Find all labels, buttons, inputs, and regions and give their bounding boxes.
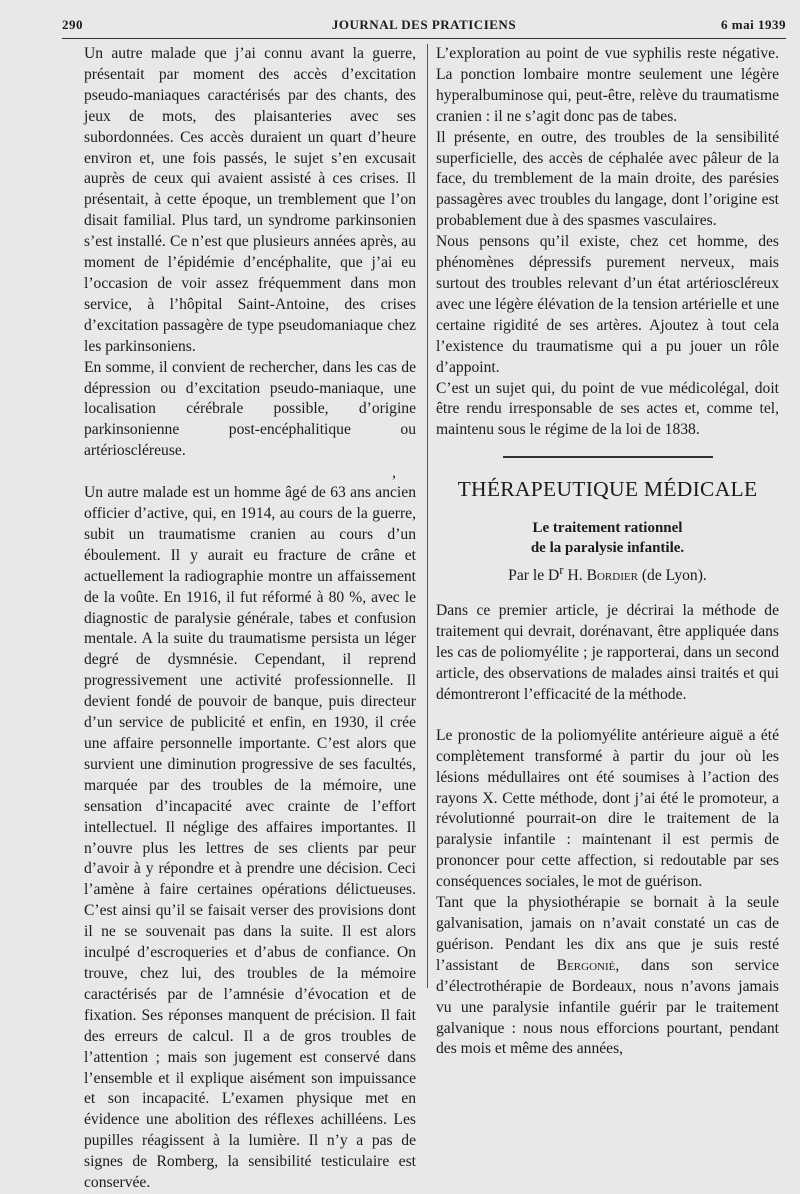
article-title-line-2: de la paralysie infantile.	[530, 540, 685, 557]
issue-date: 6 mai 1939	[721, 17, 786, 32]
paragraph: Un autre malade est un homme âgé de 63 ans ancien officier d’active, qui, en 1914, au cours de la guerre, subit un traumatisme cranien au cours d’un éboulement. Il y aurait eu fracture de crâne et actuellement la radiographie montre un affaissement de la voûte. En 1916, il fut réformé à 80 %, avec le diagnostic de paralysie générale, tabes et confusion mentale. A la suite du traumatisme persista un léger degré de dysmnésie. Cependant, il reprend progressivement une activité professionnelle. Il devient fondé de pouvoir de banque, puis directeur d’un service de publicité et enfin, en 1930, il crée une affaire personnelle importante. C’est alors que survient une diminution progressive de ses facultés, marquée par des troubles de la mémoire, une sensation d’incapacité avec crainte de l’effort intellectuel. Il néglige des affaires importantes. Il n’ouvre plus les lettres de ses clients par peur d’avoir à y répondre et à prendre une décision. Ceci l’amène à faire certaines opérations délictueuses. C’est ainsi qu’il se faisait verser des provisions dont il ne se souvenait pas dans la suite. Il est alors inculpé d’escroqueries et d’abus de confiance. On trouve, chez lui, des troubles de la mémoire caractérisés par de l’amnésie d’évocation et de fixation. Ses réponses manquent de précision. Il fait des erreurs de calcul. Il a de gros troubles de l’attention ; mais son jugement est conservé dans l’ensemble et il explique aisément son impuissance et son incapacité. L’examen physique met en évidence une abolition des réflexes achilléens. Les pupilles réagissent à la lumière. Il n’y a pas de signes de Romberg, la sensibilité testiculaire est conservée.	[84, 484, 416, 1192]
paragraph-text: , dans son service d’électrothérapie de Bordeaux, nous n’avons jamais vu une paralysie infantile guérir par le traitement galvanique : nous nous efforcions pourtant, pendant des mois et même des années,	[436, 956, 780, 1058]
byline-superscript: r	[559, 562, 564, 578]
header-rule	[62, 38, 786, 39]
byline-suffix: (de Lyon).	[641, 567, 707, 585]
page-number: 290	[62, 17, 83, 32]
section-rule	[503, 456, 713, 458]
paragraph-text: Tant que la physiothérapie se bornait à la seule galvanisation, jamais on n’avait constaté un cas de guérison. Pendant les dix ans que je suis resté l’assistant de	[436, 894, 779, 974]
section-separator: ,	[392, 464, 396, 482]
paragraph	[436, 893, 779, 1060]
column-divider	[427, 44, 428, 988]
left-column	[84, 44, 416, 1194]
paragraph: Il présente, en outre, des troubles de la sensibilité superficielle, des accès de céphalée avec pâleur de la face, du tremblement de la main droite, des parésies passagères avec troubles du langage, dont l’origine est probablement due à des spasmes vasculaires.	[436, 128, 779, 230]
right-column	[436, 44, 779, 1060]
journal-title: JOURNAL DES PRATICIENS	[331, 17, 517, 32]
cited-name: Bergonié	[556, 956, 616, 974]
paragraph-gap	[436, 706, 779, 726]
paragraph: Un autre malade que j’ai connu avant la guerre, présentait par moment des accès d’excitation pseudo-maniaques caractérisés par des chants, des jeux de mots, des plaisanteries avec ses subordonnées. Ces accès duraient un quart d’heure environ et, une fois passés, le sujet s’en excusait auprès de ceux qui avaient assisté à ces crises. Il présentait, à cette époque, un tremblement que l’on disait familial. Plus tard, un syndrome parkinsonien s’est installé. Ce n’est que plusieurs années après, au moment de l’épidémie d’encéphalite, que j’ai eu l’occasion de voir assez fréquemment dans mon service, à l’hôpital Saint-Antoine, des crises d’excitation passagère de type pseudomaniaque chez les parkinsoniens.	[84, 45, 416, 355]
author-byline	[436, 560, 779, 587]
paragraph: C’est un sujet qui, du point de vue médicolégal, doit être rendu irresponsable de ses actes et, comme tel, maintenu sous le régime de la loi de 1838.	[436, 379, 779, 439]
article-title-line-1: Le traitement rationnel	[532, 520, 683, 537]
paragraph: Nous pensons qu’il existe, chez cet homme, des phénomènes dépressifs purement nerveux, mais surtout des troubles relevant d’un état artérioscléreux avec une légère élévation de la tension artérielle et une certaine rigidité de ses artères. Ajoutez à tout cela l’existence du traumatisme qui a pu jouer un rôle d’appoint.	[436, 233, 779, 376]
section-title: THÉRAPEUTIQUE MÉDICALE	[457, 477, 758, 502]
paragraph: L’exploration au point de vue syphilis reste négative. La ponction lombaire montre seulement une légère hyperalbuminose qui, peut-être, relève du traumatisme cranien : il ne s’agit donc pas de tabes.	[436, 45, 779, 125]
author-name: H. Bordier	[567, 567, 638, 585]
running-header	[62, 14, 786, 36]
paragraph: Le pronostic de la poliomyélite antérieure aiguë a été complètement transformé à partir du jour où les lésions médullaires ont été soumises à l’action des rayons X. Cette méthode, dont j’ai été le promoteur, a révolutionné pourrait-on dire le traitement de la paralysie infantile : maintenant il est permis de prononcer pour cette affection, si redoutable par ses conséquences sociales, le mot de guérison.	[436, 726, 779, 891]
byline-prefix: Par le D	[508, 567, 560, 585]
paragraph: En somme, il convient de rechercher, dans les cas de dépression ou d’excitation pseudo-maniaque, une localisation cérébrale possible, d’origine parkinsonienne post-encéphalitique ou artérioscléreuse.	[84, 358, 416, 460]
paragraph: Dans ce premier article, je décrirai la méthode de traitement qui devrait, dorénavant, être appliquée dans les cas de poliomyélite ; je rapporterai, dans un second article, des observations de malades ainsi traités et qui démontreront l’efficacité de la méthode.	[436, 602, 779, 703]
